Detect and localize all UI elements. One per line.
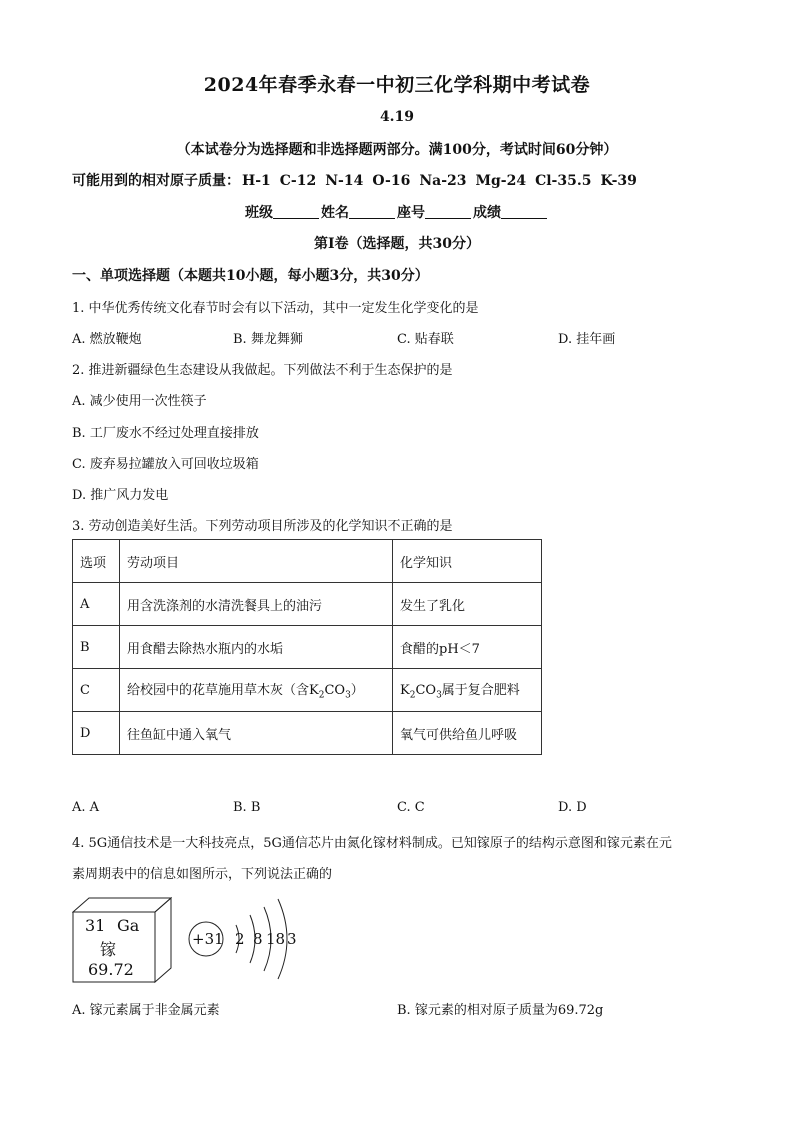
table-cell-task: 往鱼缸中通入氧气 <box>120 712 393 755</box>
name-blank[interactable] <box>349 204 395 219</box>
element-symbol: Ga <box>117 916 140 935</box>
table-header-cell: 劳动项目 <box>120 540 393 583</box>
atomic-structure-diagram <box>186 895 306 985</box>
question-1-option-d: D. 挂年画 <box>558 332 616 347</box>
formula-part: ） <box>350 683 364 699</box>
table-row <box>73 712 542 755</box>
section-heading: 一、单项选择题（本题共10小题，每小题3分，共30分） <box>72 268 429 284</box>
table-header-cell: 选项 <box>73 540 120 583</box>
atomic-mass: H-1 <box>242 173 271 189</box>
seat-label: 座号 <box>397 205 425 221</box>
table-cell-task: 用含洗涤剂的水清洗餐具上的油污 <box>120 583 393 626</box>
exam-date: 4.19 <box>379 109 415 125</box>
question-2-stem: 2. 推进新疆绿色生态建设从我做起。下列做法不利于生态保护的是 <box>72 363 453 378</box>
atomic-mass: Na-23 <box>419 173 467 189</box>
table-cell-option: C <box>73 669 120 712</box>
periodic-element-cell <box>72 895 172 985</box>
question-2-option-d: D. 推广风力发电 <box>72 488 169 503</box>
atomic-masses-label: 可能用到的相对原子质量： <box>72 173 240 189</box>
student-info-line <box>0 202 794 222</box>
atomic-mass: Cl-35.5 <box>535 173 592 189</box>
table-cell-option: A <box>73 583 120 626</box>
question-4-stem-line-2: 素周期表中的信息如图所示，下列说法正确的 <box>72 867 333 882</box>
question-3-option-c: C. C <box>397 800 425 815</box>
table-row <box>73 626 542 669</box>
table-row <box>73 583 542 626</box>
formula-part: K <box>400 683 410 699</box>
seat-blank[interactable] <box>425 204 471 219</box>
table-cell-option: D <box>73 712 120 755</box>
table-header-row <box>73 540 542 583</box>
table-header-cell: 化学知识 <box>393 540 542 583</box>
element-name: 镓 <box>100 940 117 959</box>
formula-part: CO <box>415 683 437 699</box>
element-atomic-mass: 69.72 <box>88 960 134 979</box>
formula-part: 给校园中的花草施用草木灰（含K <box>127 683 319 699</box>
atomic-mass: C-12 <box>279 173 317 189</box>
question-4-stem-line-1: 4. 5G通信技术是一大科技亮点，5G通信芯片由氮化镓材料制成。已知镓原子的结构示意图和镓元素在元 <box>72 836 672 851</box>
formula-part: 属于复合肥料 <box>441 683 520 699</box>
question-1-option-a: A. 燃放鞭炮 <box>72 332 142 347</box>
atomic-mass: Mg-24 <box>475 173 527 189</box>
shell-electron-count: 18 <box>266 930 286 948</box>
element-atomic-number: 31 <box>85 916 106 935</box>
question-3-option-b: B. B <box>233 800 261 815</box>
formula-subscript: 3 <box>345 690 351 701</box>
formula-subscript: 3 <box>436 690 442 701</box>
exam-note: （本试卷分为选择题和非选择题两部分。满100分，考试时间60分钟） <box>176 142 618 158</box>
question-4-option-a: A. 镓元素属于非金属元素 <box>72 1003 220 1018</box>
atomic-mass: K-39 <box>600 173 637 189</box>
table-cell-task: 用食醋去除热水瓶内的水垢 <box>120 626 393 669</box>
class-label: 班级 <box>245 205 273 221</box>
shell-electron-count: 2 <box>235 930 245 948</box>
table-cell-option: B <box>73 626 120 669</box>
formula-subscript: 2 <box>318 690 325 701</box>
atomic-mass: O-16 <box>372 173 411 189</box>
question-1-option-c: C. 贴春联 <box>397 332 454 347</box>
question-1-option-b: B. 舞龙舞狮 <box>233 332 303 347</box>
question-3-option-a: A. A <box>72 800 100 815</box>
question-3-option-d: D. D <box>558 800 587 815</box>
atomic-mass: N-14 <box>325 173 364 189</box>
shell-electron-count: 3 <box>287 930 297 948</box>
table-cell-knowledge: 食醋的pH＜7 <box>393 626 542 669</box>
shell-electron-count: 8 <box>253 930 263 948</box>
name-label: 姓名 <box>321 205 349 221</box>
question-4-option-b: B. 镓元素的相对原子质量为69.72g <box>397 1003 604 1018</box>
table-row <box>73 669 542 712</box>
formula-subscript: 2 <box>409 690 416 701</box>
part-heading: 第Ⅰ卷（选择题，共30分） <box>313 236 481 252</box>
table-cell-knowledge: 氧气可供给鱼儿呼吸 <box>393 712 542 755</box>
formula-part: CO <box>324 683 346 699</box>
question-1-stem: 1. 中华优秀传统文化春节时会有以下活动，其中一定发生化学变化的是 <box>72 301 479 316</box>
table-cell-task <box>120 669 393 712</box>
class-blank[interactable] <box>273 204 319 219</box>
score-blank[interactable] <box>501 204 547 219</box>
question-2-option-b: B. 工厂废水不经过处理直接排放 <box>72 426 259 441</box>
table-cell-knowledge <box>393 669 542 712</box>
score-label: 成绩 <box>473 205 501 221</box>
question-3-table <box>72 539 542 755</box>
atomic-masses-line <box>72 170 646 190</box>
table-cell-knowledge: 发生了乳化 <box>393 583 542 626</box>
question-2-option-c: C. 废弃易拉罐放入可回收垃圾箱 <box>72 457 259 472</box>
nucleus-charge: +31 <box>192 930 224 948</box>
question-3-stem: 3. 劳动创造美好生活。下列劳动项目所涉及的化学知识不正确的是 <box>72 519 453 534</box>
question-2-option-a: A. 减少使用一次性筷子 <box>72 394 207 409</box>
exam-title: 2024年春季永春一中初三化学科期中考试卷 <box>203 74 591 96</box>
